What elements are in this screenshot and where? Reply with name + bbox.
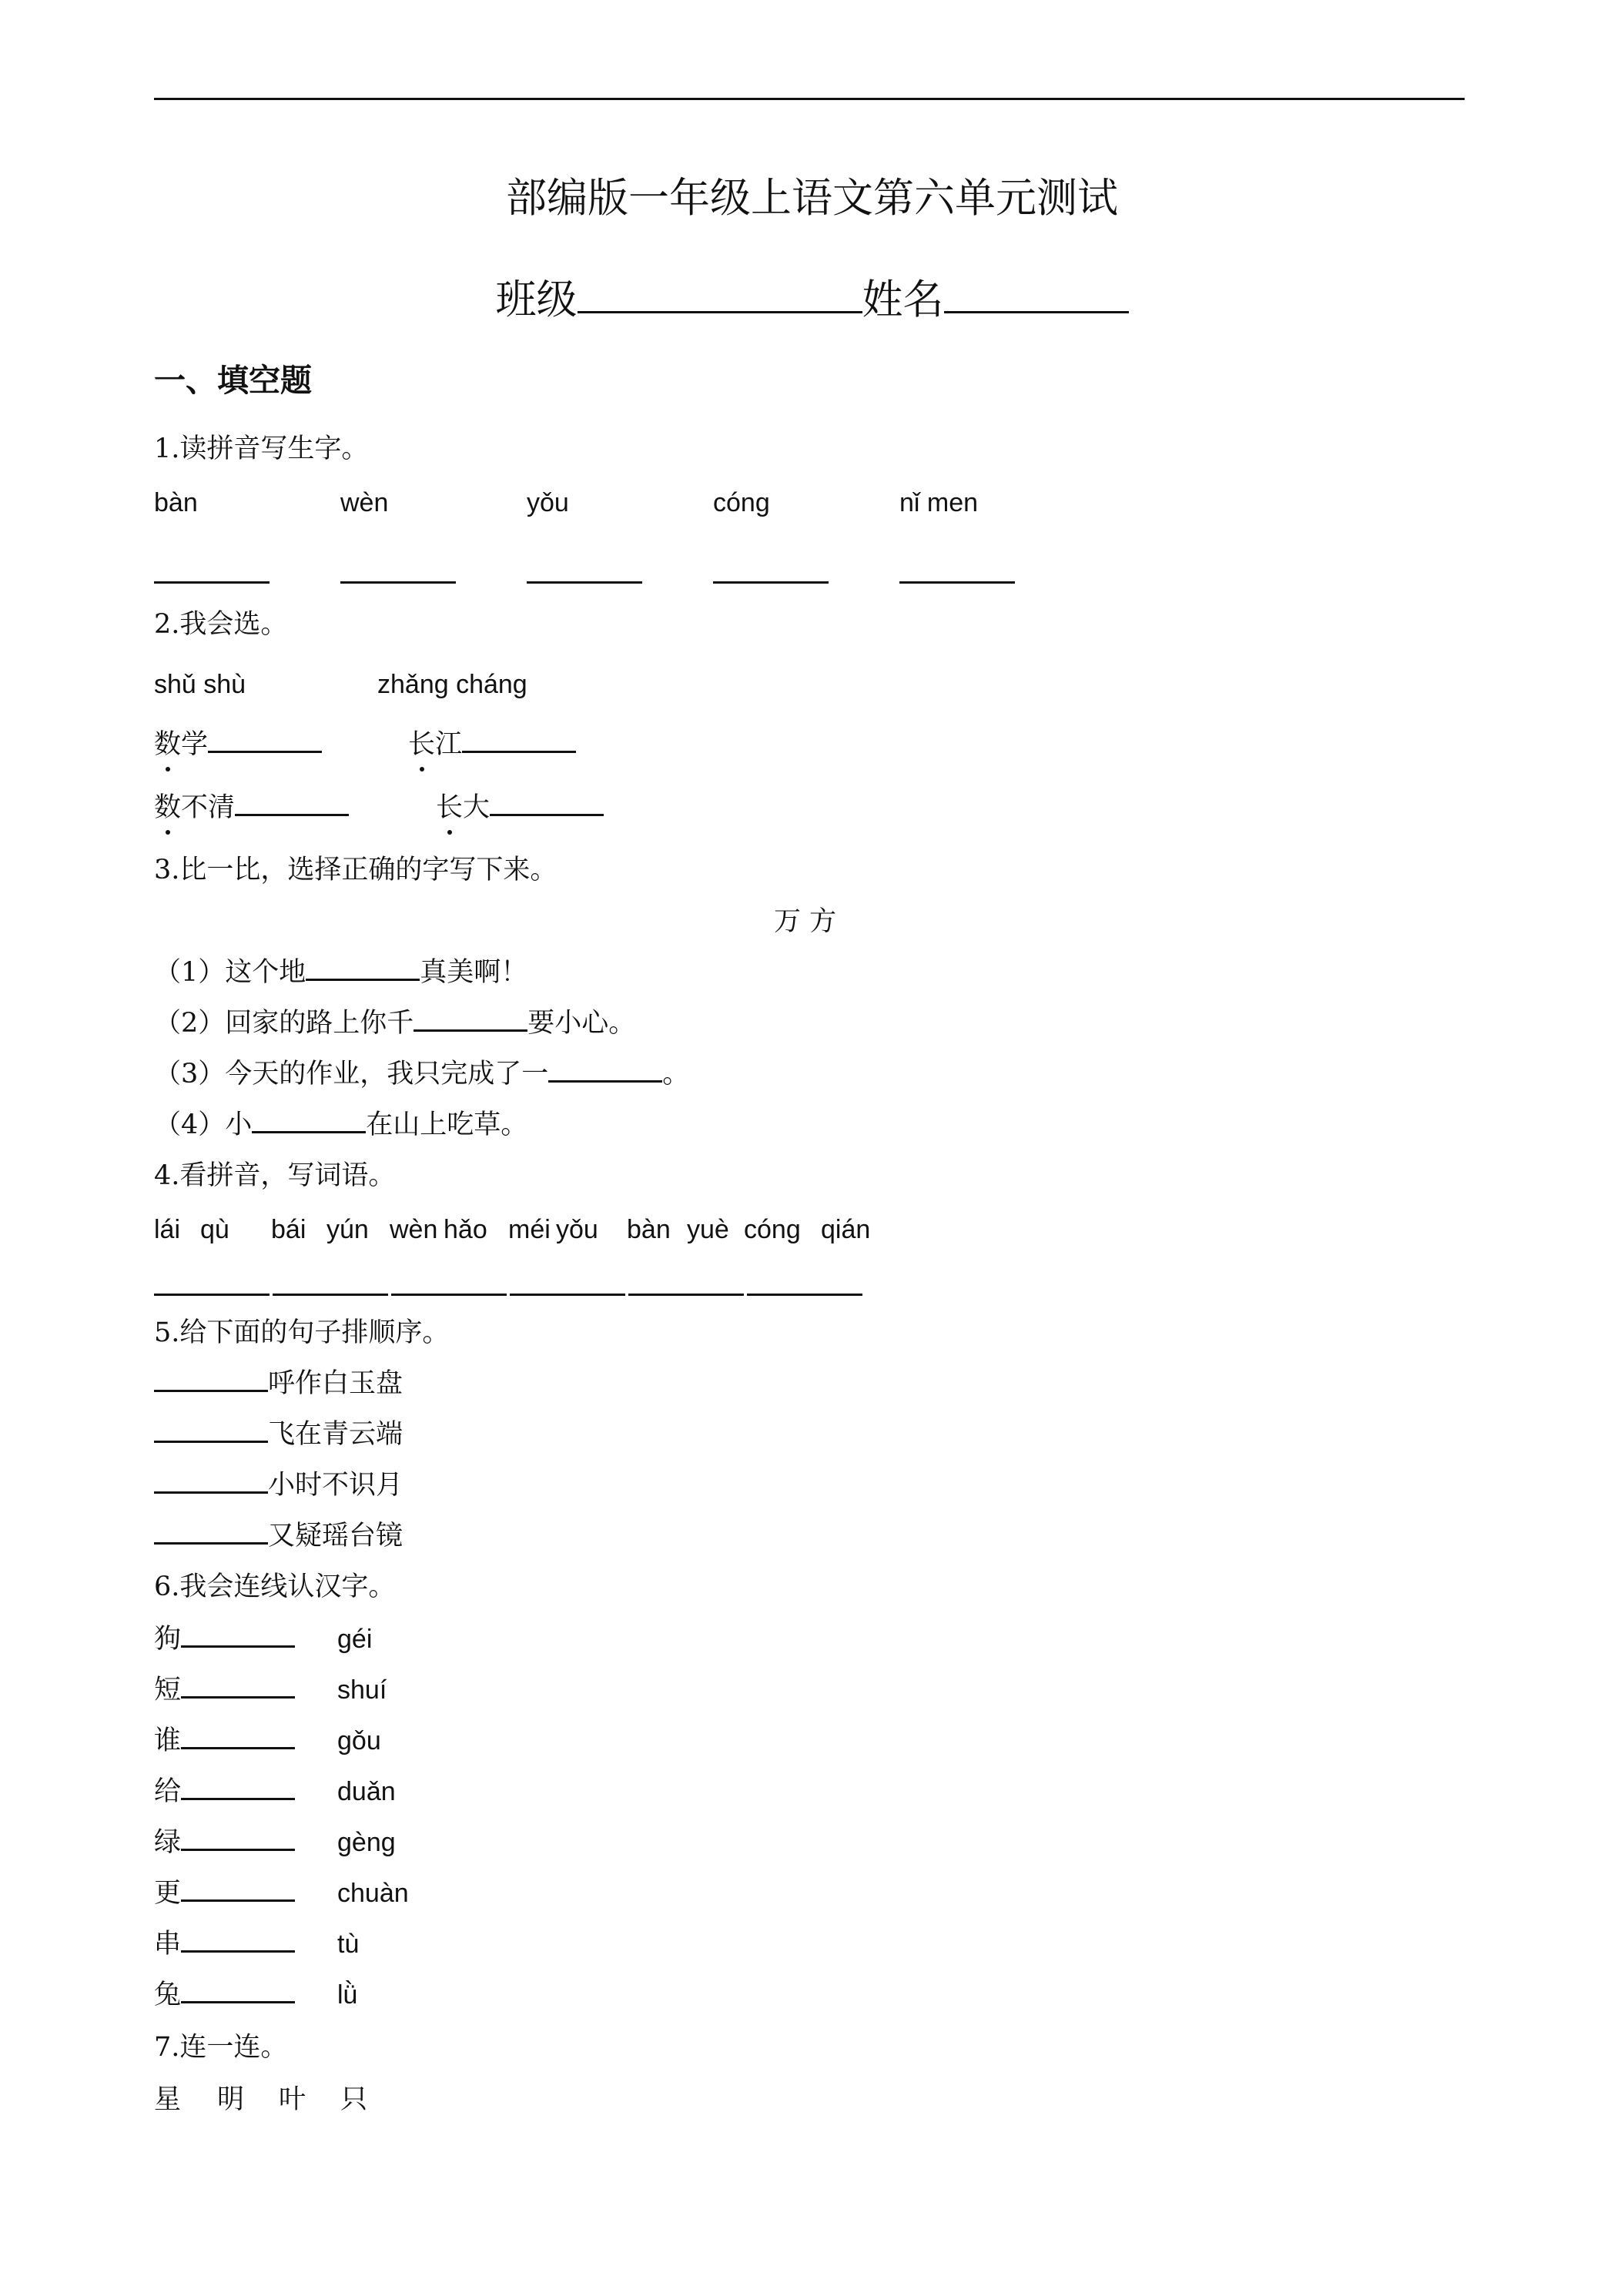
- q3-s3-pre: （3）今天的作业，我只完成了一: [154, 1059, 549, 1089]
- q7-prompt: 7.连一连。: [154, 2032, 288, 2063]
- q6-row-5: [154, 1823, 295, 1862]
- q2-item-1-text: 学: [181, 729, 209, 760]
- q7-char-1: 星: [154, 2084, 182, 2115]
- q1-pinyin-5: nǐ men: [899, 488, 979, 517]
- q6-char-1: 狗: [154, 1624, 182, 1655]
- q4-pinyin-3: bái: [271, 1215, 306, 1244]
- q2-item-4-text: 大: [463, 792, 491, 823]
- q3-s2-blank[interactable]: [414, 1006, 527, 1032]
- q2-pinyin-chang: zhǎng cháng: [377, 670, 527, 699]
- q5-line-4-text: 又疑瑶台镜: [268, 1521, 403, 1551]
- q1-pinyin-3: yǒu: [527, 488, 569, 517]
- q2-item-3-dot-char: 数: [154, 788, 181, 827]
- q6-char-5: 绿: [154, 1827, 182, 1858]
- q1-pinyin-2: wèn: [340, 488, 389, 517]
- q3-choices: 万 方: [774, 906, 837, 937]
- q5-line-3: [154, 1466, 403, 1504]
- q3-s4-post: 在山上吃草。: [366, 1110, 528, 1140]
- q6-pinyin-1: géi: [337, 1625, 373, 1654]
- q2-item-3-text: 不清: [181, 792, 236, 823]
- q5-line-2: [154, 1415, 403, 1454]
- q4-blank-4[interactable]: [510, 1294, 625, 1296]
- q5-line-3-blank[interactable]: [154, 1468, 268, 1494]
- q4-pinyin-1: lái: [154, 1215, 181, 1244]
- q4-pinyin-2: qù: [200, 1215, 229, 1244]
- q3-sentence-3: [154, 1055, 689, 1093]
- q2-item-4-dot-char: 长: [436, 788, 463, 827]
- q5-line-4: [154, 1517, 403, 1555]
- q6-row-2-blank[interactable]: [181, 1673, 295, 1699]
- q2-item-2-text: 江: [435, 729, 463, 760]
- q6-row-7-blank[interactable]: [181, 1927, 295, 1953]
- q6-prompt: 6.我会连线认汉字。: [154, 1571, 396, 1602]
- q2-item-2-dot-char: 长: [408, 725, 435, 764]
- q4-pinyin-5: wèn: [390, 1215, 438, 1244]
- class-name-line: [0, 269, 1624, 331]
- q7-char-3: 叶: [279, 2084, 306, 2115]
- q2-prompt: 2.我会选。: [154, 609, 288, 640]
- q5-line-1-text: 呼作白玉盘: [268, 1368, 403, 1399]
- q4-blank-6[interactable]: [747, 1294, 862, 1296]
- q2-item-2-blank[interactable]: [462, 728, 576, 753]
- q6-pinyin-4: duǎn: [337, 1777, 396, 1806]
- q3-s1-post: 真美啊！: [420, 957, 528, 988]
- q2-pinyin-shu: shǔ shù: [154, 670, 246, 699]
- q1-blank-4[interactable]: [713, 581, 829, 584]
- q6-char-8: 兔: [154, 1980, 182, 2010]
- q3-s2-pre: （2）回家的路上你千: [154, 1008, 414, 1039]
- q4-blank-1[interactable]: [154, 1294, 270, 1296]
- q6-pinyin-7: tù: [337, 1930, 360, 1959]
- q6-char-4: 给: [154, 1776, 182, 1807]
- q5-line-1: [154, 1364, 403, 1403]
- q4-pinyin-6: hǎo: [444, 1215, 487, 1244]
- q2-item-1-dot-char: 数: [154, 725, 181, 764]
- q4-pinyin-9: bàn: [627, 1215, 671, 1244]
- q5-line-2-blank[interactable]: [154, 1417, 268, 1443]
- q6-pinyin-2: shuí: [337, 1675, 387, 1705]
- q5-line-1-blank[interactable]: [154, 1367, 268, 1392]
- q7-char-2: 明: [217, 2084, 245, 2115]
- q3-prompt: 3.比一比，选择正确的字写下来。: [154, 855, 558, 885]
- name-field[interactable]: [944, 277, 1129, 313]
- q6-char-2: 短: [154, 1675, 182, 1705]
- q5-prompt: 5.给下面的句子排顺序。: [154, 1317, 450, 1348]
- q2-item-1: [154, 725, 322, 764]
- q6-row-2: [154, 1671, 295, 1709]
- q4-blank-3[interactable]: [391, 1294, 507, 1296]
- q4-pinyin-7: méi: [508, 1215, 551, 1244]
- q4-prompt: 4.看拼音，写词语。: [154, 1160, 396, 1191]
- q3-s2-post: 要小心。: [527, 1008, 636, 1039]
- q1-blank-5[interactable]: [899, 581, 1015, 584]
- header-rule: [154, 98, 1465, 100]
- q6-row-1-blank[interactable]: [181, 1622, 295, 1648]
- q1-blank-2[interactable]: [340, 581, 456, 584]
- q6-row-3-blank[interactable]: [181, 1724, 295, 1749]
- q7-char-4: 只: [340, 2084, 368, 2115]
- q6-char-7: 串: [154, 1929, 182, 1960]
- q5-line-3-text: 小时不识月: [268, 1470, 403, 1501]
- q6-pinyin-8: lǜ: [337, 1980, 358, 2010]
- q3-s1-blank[interactable]: [306, 956, 420, 981]
- q1-pinyin-1: bàn: [154, 488, 198, 517]
- q4-pinyin-10: yuè: [687, 1215, 729, 1244]
- q2-item-1-blank[interactable]: [208, 728, 322, 753]
- name-label: 姓名: [862, 276, 944, 323]
- q3-s3-blank[interactable]: [548, 1057, 662, 1083]
- q6-char-3: 谁: [154, 1725, 182, 1756]
- q2-item-3-blank[interactable]: [235, 791, 349, 816]
- class-label: 班级: [495, 276, 578, 323]
- q2-item-4: [436, 788, 604, 827]
- q6-row-4: [154, 1772, 295, 1811]
- q6-row-1: [154, 1620, 295, 1658]
- class-field[interactable]: [578, 277, 862, 313]
- q1-pinyin-4: cóng: [713, 488, 770, 517]
- q4-pinyin-4: yún: [326, 1215, 369, 1244]
- q6-pinyin-3: gǒu: [337, 1726, 381, 1755]
- q3-s3-post: 。: [662, 1059, 690, 1089]
- q4-pinyin-12: qián: [821, 1215, 871, 1244]
- q3-s4-pre: （4）小: [154, 1110, 253, 1140]
- q2-item-2: [408, 725, 576, 764]
- q3-sentence-1: [154, 953, 527, 992]
- q5-line-4-blank[interactable]: [154, 1519, 268, 1545]
- q4-blank-5[interactable]: [628, 1294, 744, 1296]
- q5-line-2-text: 飞在青云端: [268, 1419, 403, 1450]
- q4-blank-2[interactable]: [273, 1294, 388, 1296]
- q3-s1-pre: （1）这个地: [154, 957, 306, 988]
- q1-blank-3[interactable]: [527, 581, 642, 584]
- q6-row-8: [154, 1976, 295, 2014]
- q1-blank-1[interactable]: [154, 581, 270, 584]
- q6-row-6-blank[interactable]: [181, 1876, 295, 1902]
- q4-pinyin-11: cóng: [744, 1215, 801, 1244]
- q3-sentence-4: [154, 1106, 527, 1144]
- q6-char-6: 更: [154, 1878, 182, 1909]
- q6-row-7: [154, 1925, 295, 1963]
- q6-row-4-blank[interactable]: [181, 1775, 295, 1800]
- q6-row-3: [154, 1722, 295, 1760]
- section-fill-blank: 一、填空题: [154, 362, 312, 399]
- q1-prompt: 1.读拼音写生字。: [154, 433, 369, 464]
- q3-sentence-2: [154, 1004, 635, 1043]
- q6-pinyin-6: chuàn: [337, 1879, 409, 1908]
- q3-s4-blank[interactable]: [252, 1108, 366, 1133]
- q6-row-5-blank[interactable]: [181, 1826, 295, 1851]
- q2-item-4-blank[interactable]: [490, 791, 604, 816]
- page-title: 部编版一年级上语文第六单元测试: [506, 175, 1118, 222]
- q4-pinyin-8: yǒu: [556, 1215, 598, 1244]
- q6-pinyin-5: gèng: [337, 1828, 396, 1857]
- q6-row-8-blank[interactable]: [181, 1978, 295, 2003]
- q2-item-3: [154, 788, 349, 827]
- q6-row-6: [154, 1874, 295, 1913]
